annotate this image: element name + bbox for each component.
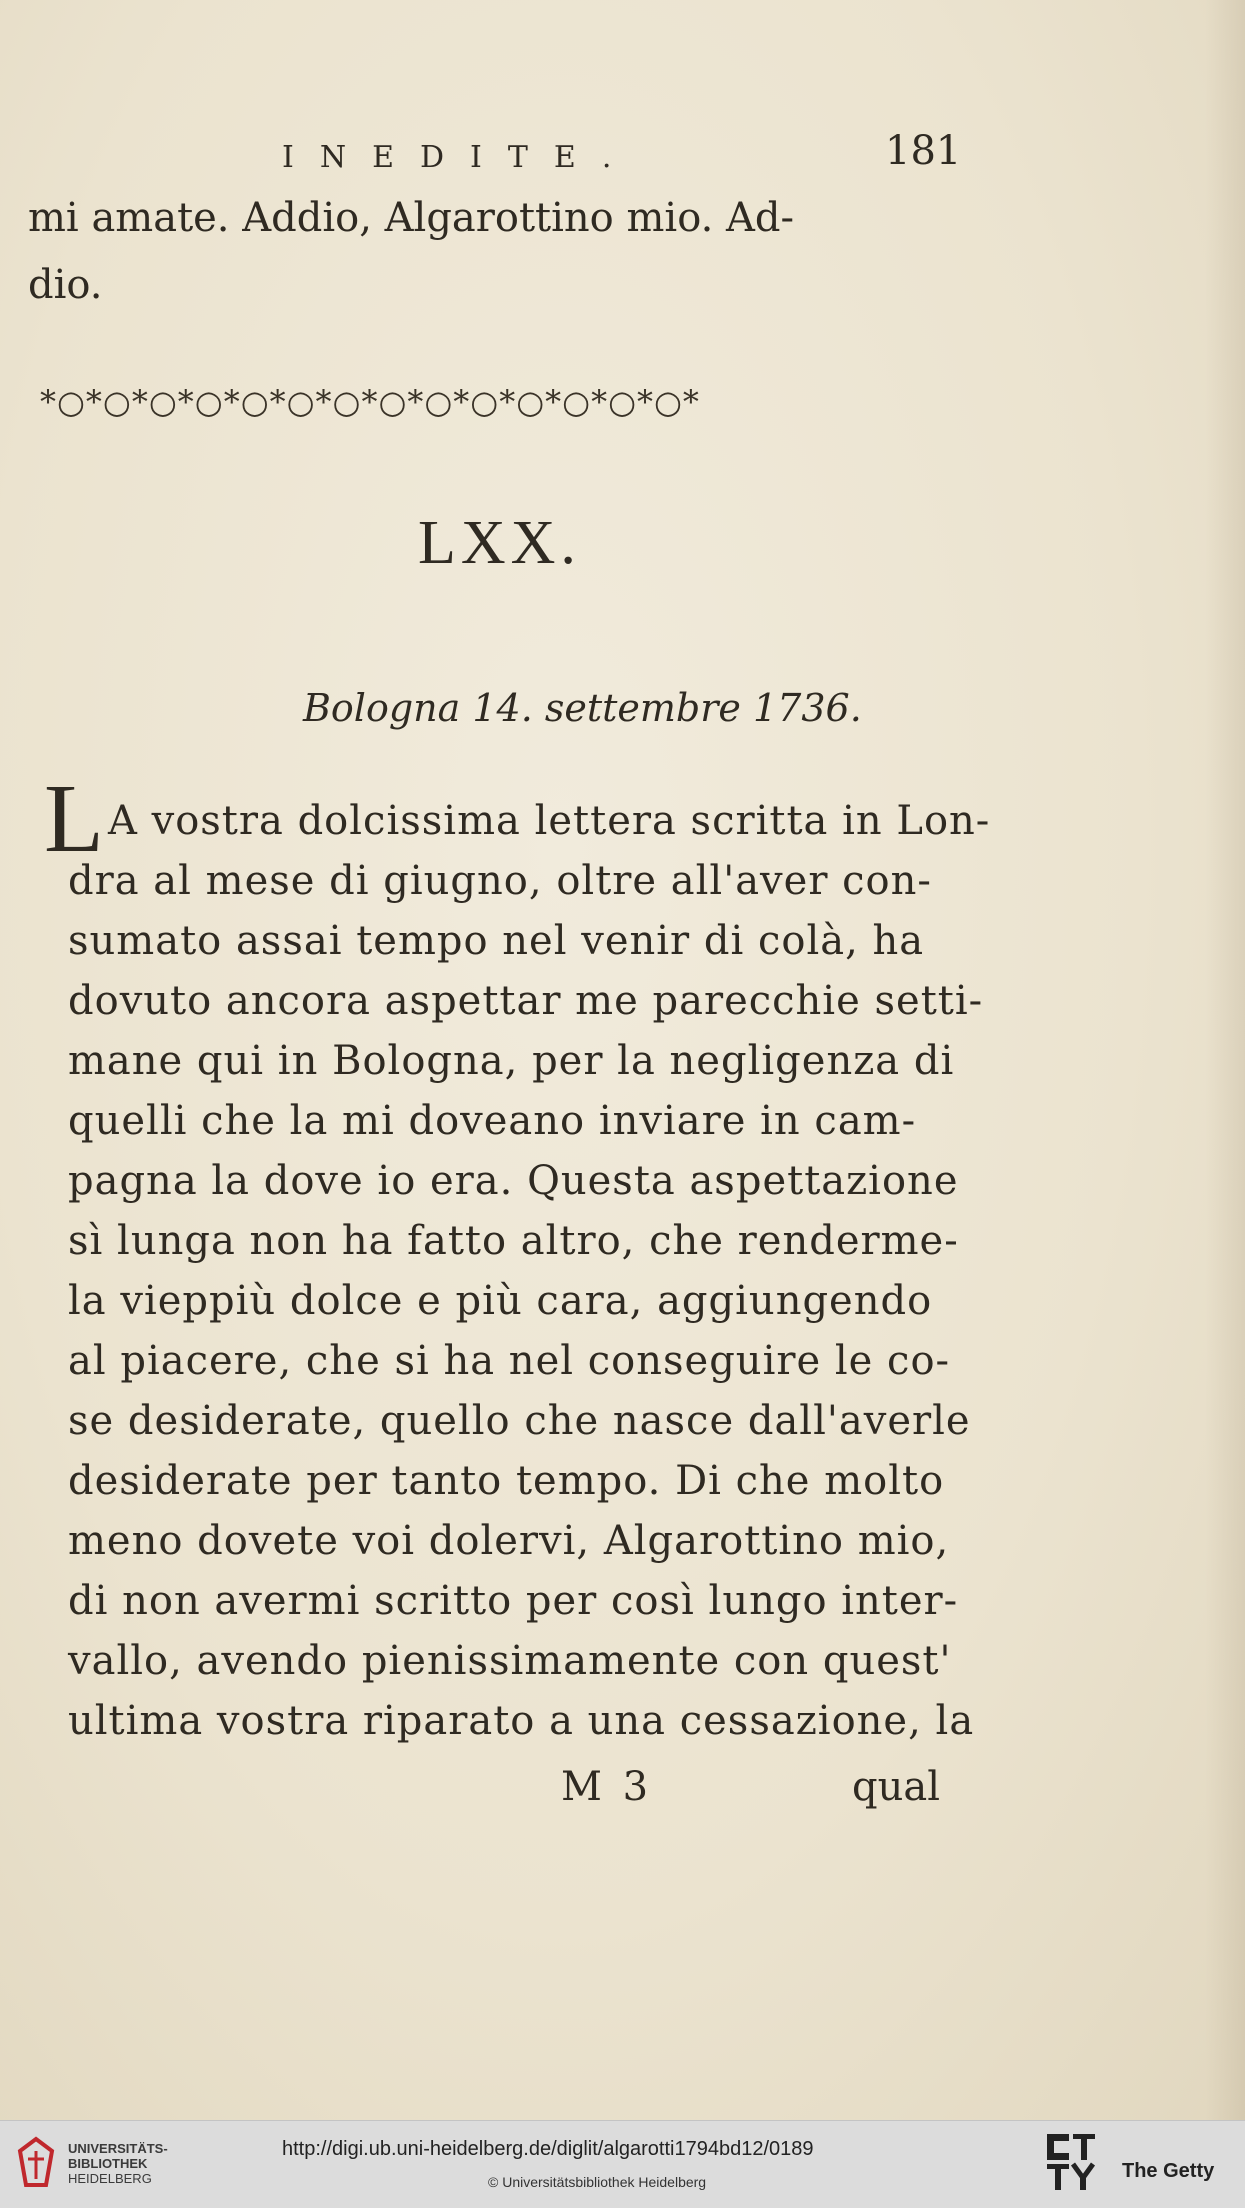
body-line: al piacere, che si ha nel conseguire le co- bbox=[68, 1338, 951, 1384]
letter-number: LXX. bbox=[418, 509, 581, 577]
prev-letter-line-2: dio. bbox=[28, 262, 103, 308]
signature-mark: M 3 bbox=[561, 1764, 653, 1810]
body-line: meno dovete voi dolervi, Algarottino mio, bbox=[68, 1518, 950, 1564]
ornamental-divider: *○*○*○*○*○*○*○*○*○*○*○*○*○*○* bbox=[40, 383, 700, 421]
body-line: sumato assai tempo nel venir di colà, ha bbox=[68, 918, 925, 964]
body-line: A vostra dolcissima lettera scritta in Lon- bbox=[108, 798, 991, 844]
drop-cap: L bbox=[44, 765, 104, 873]
body-line: dovuto ancora aspettar me parecchie setti- bbox=[68, 978, 984, 1024]
body-line: mane qui in Bologna, per la negligenza di bbox=[68, 1038, 955, 1084]
body-line: vallo, avendo pienissimamente con quest' bbox=[68, 1638, 952, 1684]
body-line: la vieppiù dolce e più cara, aggiungendo bbox=[68, 1278, 933, 1324]
body-line: sì lunga non ha fatto altro, che renderme- bbox=[68, 1218, 959, 1264]
catchword: qual bbox=[852, 1764, 941, 1810]
library-name-line: HEIDELBERG bbox=[68, 2171, 152, 2186]
body-line: dra al mese di giugno, oltre all'aver con- bbox=[68, 858, 932, 904]
library-name-line: UNIVERSITÄTS- bbox=[68, 2141, 168, 2156]
library-name-line: BIBLIOTHEK bbox=[68, 2156, 148, 2171]
copyright-notice: © Universitätsbibliothek Heidelberg bbox=[488, 2174, 707, 2190]
body-line: desiderate per tanto tempo. Di che molto bbox=[68, 1458, 945, 1504]
body-line: pagna la dove io era. Questa aspettazione bbox=[68, 1158, 959, 1204]
partner-name: The Getty bbox=[1122, 2160, 1215, 2182]
prev-letter-line-1: mi amate. Addio, Algarottino mio. Ad- bbox=[28, 195, 795, 241]
body-line: se desiderate, quello che nasce dall'averle bbox=[68, 1398, 971, 1444]
page-number: 181 bbox=[885, 128, 962, 174]
body-line: quelli che la mi doveano inviare in cam- bbox=[68, 1098, 917, 1144]
dateline: Bologna 14. settembre 1736. bbox=[303, 686, 862, 730]
getty-logo-icon bbox=[1045, 2132, 1099, 2194]
body-line: ultima vostra riparato a una cessazione, la bbox=[68, 1698, 975, 1744]
source-url-link[interactable]: http://digi.ub.uni-heidelberg.de/diglit/algarotti1794bd12/0189 bbox=[282, 2138, 814, 2160]
body-line: di non avermi scritto per così lungo inter- bbox=[68, 1578, 959, 1624]
running-head: INEDITE. bbox=[282, 140, 638, 175]
heidelberg-logo-icon bbox=[14, 2135, 58, 2191]
